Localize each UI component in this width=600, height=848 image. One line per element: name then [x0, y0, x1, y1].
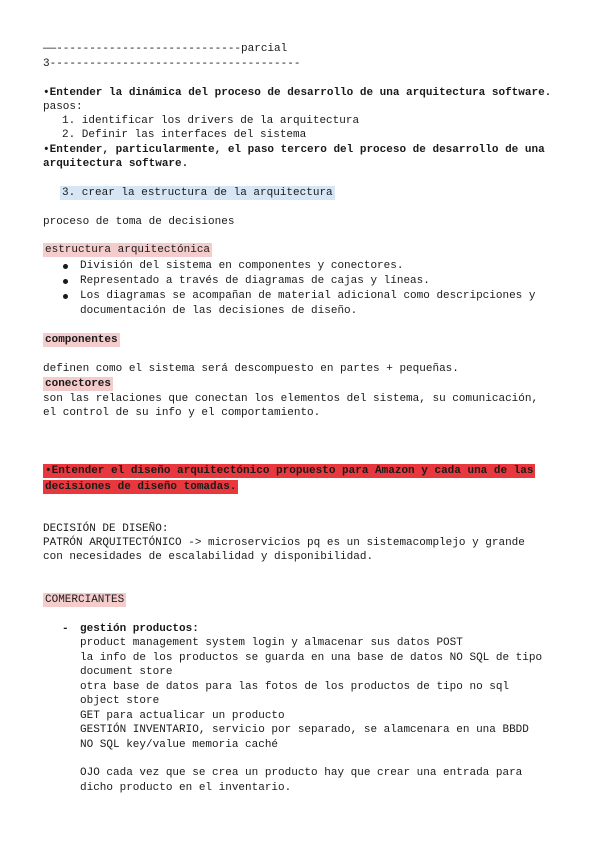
- componentes-heading: componentes: [45, 334, 118, 346]
- decision-line-1: PATRÓN ARQUITECTÓNICO -> microservicios pq es un sistemacomplejo y grande: [43, 537, 525, 549]
- decision-line-2: con necesidades de escalabilidad y disponibilidad.: [43, 551, 374, 563]
- step-3-highlighted: 3. crear la estructura de la arquitectura: [62, 187, 333, 199]
- objective-1-title: •Entender la dinámica del proceso de desarrollo de una arquitectura software.: [43, 87, 552, 99]
- dash-marker: -: [62, 623, 69, 635]
- objective-2-title-line-1: •Entender, particularmente, el paso tercero del proceso de desarrollo de una: [43, 144, 545, 156]
- amazon-objective-line-2: decisiones de diseño tomadas.: [45, 481, 237, 493]
- amazon-objective-line-1: •Entender el diseño arquitectónico propuesto para Amazon y cada una de las: [45, 465, 534, 477]
- comerciantes-line-5: object store: [80, 695, 160, 707]
- comerciantes-line-4: otra base de datos para las fotos de los productos de tipo no sql: [80, 681, 510, 693]
- estructura-heading: estructura arquitectónica: [45, 244, 211, 256]
- comerciantes-line-7: GESTIÓN INVENTARIO, servicio por separado, se alamcenara en una BBDD: [80, 724, 529, 736]
- note-line-1: OJO cada vez que se crea un producto hay que crear una entrada para: [80, 767, 523, 779]
- componentes-text: definen como el sistema será descompuesto en partes + pequeñas.: [43, 363, 459, 375]
- decision-process-text: proceso de toma de decisiones: [43, 216, 235, 228]
- comerciantes-line-8: NO SQL key/value memoria caché: [80, 739, 279, 751]
- comerciantes-line-1: product management system login y almacenar sus datos POST: [80, 637, 463, 649]
- step-3-wrap: [60, 186, 335, 200]
- bullet-icon: [63, 294, 68, 299]
- note-line-2: dicho producto en el inventario.: [80, 782, 292, 794]
- objective-2-title-line-2: arquitectura software.: [43, 158, 189, 170]
- step-1: 1. identificar los drivers de la arquitectura: [62, 115, 360, 127]
- estructura-bullet-3: Los diagramas se acompañan de material adicional como descripciones y: [80, 290, 536, 302]
- conectores-heading: conectores: [45, 378, 112, 390]
- bullet-icon: [63, 264, 68, 269]
- estructura-heading-wrap: [43, 243, 212, 257]
- componentes-heading-wrap: [43, 333, 120, 347]
- decision-heading: DECISIÓN DE DISEÑO:: [43, 523, 169, 535]
- amazon-objective-line-2-wrap: [43, 480, 238, 494]
- bullet-icon: [63, 279, 68, 284]
- conectores-heading-wrap: [43, 377, 113, 391]
- conectores-text-line-1: son las relaciones que conectan los elementos del sistema, su comunicación,: [43, 393, 539, 405]
- comerciantes-line-2: la info de los productos se guarda en una base de datos NO SQL de tipo: [80, 652, 543, 664]
- step-2: 2. Definir las interfaces del sistema: [62, 129, 307, 141]
- comerciantes-heading: COMERCIANTES: [45, 594, 125, 606]
- header-line-2: 3--------------------------------------: [43, 58, 301, 70]
- comerciantes-line-3: document store: [80, 666, 173, 678]
- estructura-bullet-3-cont: documentación de las decisiones de diseño.: [80, 305, 358, 317]
- conectores-text-line-2: el control de su info y el comportamiento.: [43, 407, 321, 419]
- comerciantes-heading-wrap: [43, 593, 126, 607]
- gestion-productos-heading: gestión productos:: [80, 623, 199, 635]
- estructura-bullet-2: Representado a través de diagramas de cajas y líneas.: [80, 275, 430, 287]
- amazon-objective-line-1-wrap: [43, 464, 535, 478]
- header-line-1: ——----------------------------parcial: [43, 43, 288, 55]
- comerciantes-line-6: GET para actualicar un producto: [80, 710, 285, 722]
- estructura-bullet-1: División del sistema en componentes y conectores.: [80, 260, 404, 272]
- steps-label: pasos:: [43, 101, 83, 113]
